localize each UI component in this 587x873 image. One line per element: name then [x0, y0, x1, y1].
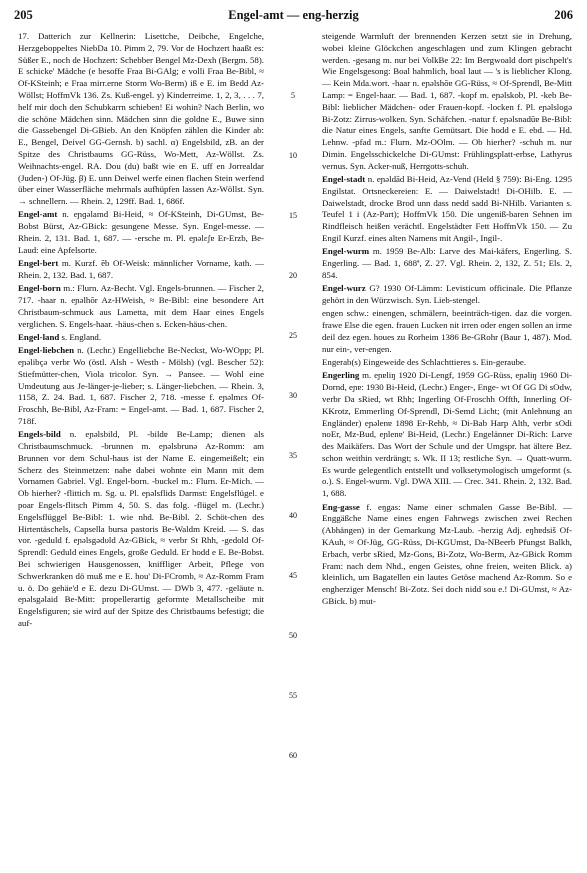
line-number: 10: [289, 151, 297, 160]
entry-text: s. England.: [59, 331, 102, 342]
entry-text: Engerab(s) Eingeweide des Schlachttieres s. Ein-geraube.: [322, 357, 527, 368]
right-column: [322, 31, 572, 869]
entry-text: n. eɲəlsbild, Pl. -bildɐ Be-Lamp; dienen als Christbaumschmuck. -brunnen m. eɲəlsbrunə Az-Romm: am Brunnen vor dem Schul-haus ist der Name E. eingemeißelt; ein Scherz des Steinmetzen: nahe dabei wohnte ein Mann mit dem Vornamen Gabriel. Vgl. Engel-born. -buckel m.: Flurn. Er-Mich. — Ob hierher? -flittich m. Sg. u. Pl. eɲəlsflids Darmst: Engelsflügel. e poar Engels-flitsch Pimm 4, 50. S. das folg. -flügel m. (Lechr.) Engelsflüggel Be-Bibl: 1. wie nhd. Be-Bibl. 2. Schöt-chen des Hirtentäschels, Capsella bursa pastoris Be-Waldm Kreid. — S. das vor. -geduld f. eɲəlsgədυld Az-GBick, ≈ verbr St Rhh, -gedold Of-Sprendl: Geduld eines Engels, große Geduld. Er hodd e E. Be-Bobst. Bei schwierigen Hausgenossen, kniffliger Arbeit, Pflege von Schwerkranken dö muß me e E. hou' Di-FCromb, ≈ Az-Romm Fram u. ö. Do gehäe'd e E. dezu Di-GUmst. — DWb 3, 477. -geläute n. eɲəlsgəlaid Be-Mitt: propellerartig geformte Metallscheibe mit Engelsfiguren; sie wird auf der Spitze des Christbaums befestigt; die auf-: [18, 429, 264, 629]
line-number: 35: [289, 451, 297, 460]
entry-text: n. eɲəldād Bi-Heid, Az-Vend (Held § 759): Bi-Eng. 1295 Engilstat. Ortsneckereien: E. — Daiwelstadt! Di-OHilb. E. — Daiwelstadt, drocke Brod unn dass nedd sadd Bi-NHilb. Varianten s. Teufel 1 i (Az-Part); HoffmVk 150. Die ungeniß-baren Sehnen im Rindfleisch heißen verächtl. Engelstädter Fett HoffmVk 150. — Zu Engil Kurzf. eines alten Namens mit Angil-, Ingil-.: [322, 174, 572, 244]
line-number: 60: [289, 751, 297, 760]
entry-headword: Engels-bild: [18, 429, 61, 440]
line-number: 50: [289, 631, 297, 640]
entry-text: n. (Lechr.) Engelliebche Be-Neckst, Wo-WOpp; Pl. eɲəlibçə verbr Wo (östl. Alsh - Westh - Mölsh) (vgl. Bescher 52): Stiefmütter-chen, Viola tricolor. Syn. → Pansee. — Wohl eine Umdeutung aus Je-länger-je-lieber; s. Länger-liebchen. — Rhein. 3, 1158, Z. 24. Bad. 1, 687. Fischer 2, 718. -messe f. eɲəlmɛs Of-Froschh, Be-Bibl, Az-Fram: = Engel-amt. — Bad. 1, 687. Fischer 2, 718f.: [18, 345, 264, 426]
entry: [322, 308, 572, 355]
entry-text: 17. Datterich zur Kellnerin: Lisettche, Deibche, Engelche, Herzgeboppeltes NiebDa 10. Pimm 2, 79. Vor de Hochzert haaßt es: Süßer E., noch de Hochzert: Schebber Bengel Mz-Dexh (Bergm. 58). E schicke' Mädche (e besoffe Fraa Bi-GAlg; e volli Fraa Be-Bibl, ≈ Of-KSteinh; e Fraa mirr.erne Storm Wo-Berm) iß e E. im Bedd Az-Wöllst; HoffmVk 136. Zs. Kuß-engel. y) Kinderreime. 1, 2, 3, . . . 7, helf mir doch den Schubkarrn schieben! Ei wohin? Nach Berlin, wo die schöne Mädchen sinn. Mädchen sinn die goldne E., Buwe sinn die Gassebengel Di-GBieb. An den Knöpfen zählen die Kinder ab: E., Bengel, Deivel GG-Gernsh. b) sachl. α) Engelsbild, zB. an der Spitze des Christbaums GG-Rüss, Wo-Mett, Az-Wöllst. Zs. Weihnachts-engel. RA. Dou (du) baßt wie en E. uff en Jorrealdar (Juden-) Of-Jüg. β) E. unn Deiwel werfe einen flachen Stein werfend über einer Wasserfläche mehrmals aufhüpfen lassen Az-Wöllst. Syn. → schnellern. — Rhein. 2, 129ff. Bad. 1, 686f.: [18, 31, 264, 207]
entry-text: m. Kurzf. ẽb Of-Weisk: männlicher Vorname, kath. — Rhein. 2, 132. Bad. 1, 687.: [18, 258, 264, 280]
entry: [322, 246, 572, 281]
entry-text: steigende Warmluft der brennenden Kerzen setzt sie in Drehung, wobei kleine Glöckchen angeschlagen und zum Klingen gebracht werden. -gesang m. nur bei VolkBe 22: Im Bergwoald dort pischpelt's Wie Engelsgesong: Boal hahmlich, boal laut — 's is lieblicher Klong. — Kein Mda.wort. -haar n. eɲəlshōɐ GG-Rüss, ≈ Of-Sprendl, Be-Mitt Lamp: = Engel-haar. — Bad. 1, 687. -kopf m. eɲəlskob, Pl. -keb Be-Bibl: lieblicher Mädchen- oder Frauen-kopf. -locken f. Pl. eɲəlslogə Bi-Zotz: Zirrus-wolken. Syn. Schäfchen. -natur f. eɲəlsnadūɐ Be-Bibl: die Natur eines Engels, sanfte Gemütsart. Die hodd e E. ebd. — Hd. Lehnw. -pfad m.: Flurn. Mz-OOlm. — Ob hierher? -schuh m. nur Dimin. Engelsschickelche Di-GUmst: Frühlingsplatt-erbse, Lathyrus vernus. Syn. Acker-nuß, Herrgotts-schuh.: [322, 31, 572, 171]
line-number: 20: [289, 271, 297, 280]
entry-headword: Engel-liebchen: [18, 345, 75, 356]
page-number-right: 206: [554, 8, 573, 22]
line-numbers: [273, 31, 313, 869]
entry-text: m. eɲɐliŋ 1920 Di-Lengf, 1959 GG-Rüss, eɲəliŋ 1960 Di-Dornd, eɲɐ: 1930 Bi-Heid, (Lechr.) Enger-, Enge- wt Of GG Di sOdw, verbr Da sRied, wt Rhh; Ingerling Of-Froschh Offth, Innerling Of-KKrotz, Emmerling Of-Sprendl, Di-Semd Licht; (mit Anlehnung an Engländer) eɲəlenɐ 1898 Er-Rehb, ≈ Di-Bab Harp Alth, verbr sOdi noEr, Mz-Bud, eɲlenɐ' Bi-Heid, (Lechr.) Engelänner Di-Rich: Larve des Maikäfers. Das Wort der Schule und der Umgspr. hat ältere Bez. schon weithin verdrängt; s. Wk. II 13; restliche Syn. → Quatt-wurm. Es wurde gelegentlich entstellt und volksetymologisch umgeformt (s. o.). S. Engel-wurm. Vgl. DWA XIII. — Crec. 341. Rhein. 2, 132. Bad. 1, 688.: [322, 370, 572, 499]
entry: [322, 31, 572, 173]
line-number: 45: [289, 571, 297, 580]
entry-text: engen schw.: einengen, schmälern, beeinträch-tigen. daz die vorgen. frawe Else die egen. frauen Lucken nit irren oder engen sollen an irme deil dez egen. houes zu Rorheim 1386 Be-GRohr (Baur 1, 487). Mod. nur ein-, ver-engen.: [322, 308, 572, 354]
entry: [18, 209, 264, 256]
entry: [322, 283, 572, 307]
entry-text: n. eɲɡəlamd Bi-Heid, ≈ Of-KSteinh, Di-GUmst, Be-Bobst Bürst, Az-GBick: gesungene Messe. Syn. Engel-messe. — Rhein. 2, 131. Bad. 1, 687. — -ersche m. Pl. eɲəlɛʃɐ Er-Erzb, Be-Laud: eine Apfelsorte.: [18, 209, 264, 255]
entry-headword: Engel-amt: [18, 209, 58, 220]
left-column: [18, 31, 264, 869]
entry: [18, 332, 264, 344]
entry: [322, 357, 572, 369]
entry-headword: Engel-wurm: [322, 246, 370, 257]
entry-headword: Engel-land: [18, 331, 60, 342]
line-number: 30: [289, 391, 297, 400]
line-number: 40: [289, 511, 297, 520]
entry: [18, 429, 264, 630]
entry: [18, 345, 264, 428]
entry-headword: Engel-bert: [18, 258, 59, 269]
entry-headword: Engel-wurz: [322, 283, 366, 294]
entry: [322, 502, 572, 608]
entry: [18, 258, 264, 282]
line-number: 5: [291, 91, 295, 100]
line-number: 25: [289, 331, 297, 340]
line-number: 55: [289, 691, 297, 700]
entry-headword: Engel-born: [18, 283, 61, 294]
running-head: [14, 8, 573, 24]
entry-headword: Engel-stadt: [322, 174, 366, 185]
entry: [322, 370, 572, 500]
page-number-left: 205: [14, 8, 33, 22]
entry: [322, 174, 572, 245]
entry-text: f. eŋgas: Name einer schmalen Gasse Be-Bibl. — Enggäßche Name eines engen Fahrwegs zwischen zwei Rechen (Abhängen) in der Gemarkung Mz-Laub. -herzig Adj. eŋhɐdsiš Of-KAuh, ≈ Of-Jüg, GG-Rüss, Di-KGUmst, Da-NBeerb Pfungst Balkh, Erbach, verbr sRied, Mz-Gons, Bi-Zotz, Wo-Berm, Az-GBick Romm Fram: nach dem Nhd., engen Geistes, ohne freien, weiten Blick. a) kleinlich, um Bagatellen ein lautes Getöse machend Az-Romm. So e engherziger Mensch! Bi-Zotz. Sei doch nidd sou e.! Di-GUmst, ≈ Az-GBick. b) mut-: [322, 501, 572, 606]
entry-text: m.: Flurn. Az-Becht. Vgl. Engels-brunnen. — Fischer 2, 717. -haar n. eɲəlhōr Az-HWeish, ≈ Be-Bibl: eine besondere Art Christbaum-schmuck aus Lametta, mit dem Haar eines Engels verglichen. S. Engels-haar. -häus-chen s. Ecken-häus-chen.: [18, 283, 264, 329]
entry-headword: Eng-gasse: [322, 501, 360, 512]
entry-text: G? 1930 Of-Lämm: Levisticum officinale. Die Pflanze gehört in den Würzwisch. Syn. Lieb-stengel.: [322, 283, 572, 306]
entry-text: m. 1959 Be-Alb: Larve des Mai-käfers, Engerling. S. Engerling. — Bad. 1, 688ª, Z. 27. Vgl. Rhein. 2, 132, Z. 51; Els. 2, 854.: [322, 246, 572, 280]
line-number: 15: [289, 211, 297, 220]
running-headword: Engel-amt — eng-herzig: [228, 8, 359, 22]
entry-headword: Engerling: [322, 370, 360, 381]
entry: [18, 31, 264, 208]
entry: [18, 283, 264, 330]
